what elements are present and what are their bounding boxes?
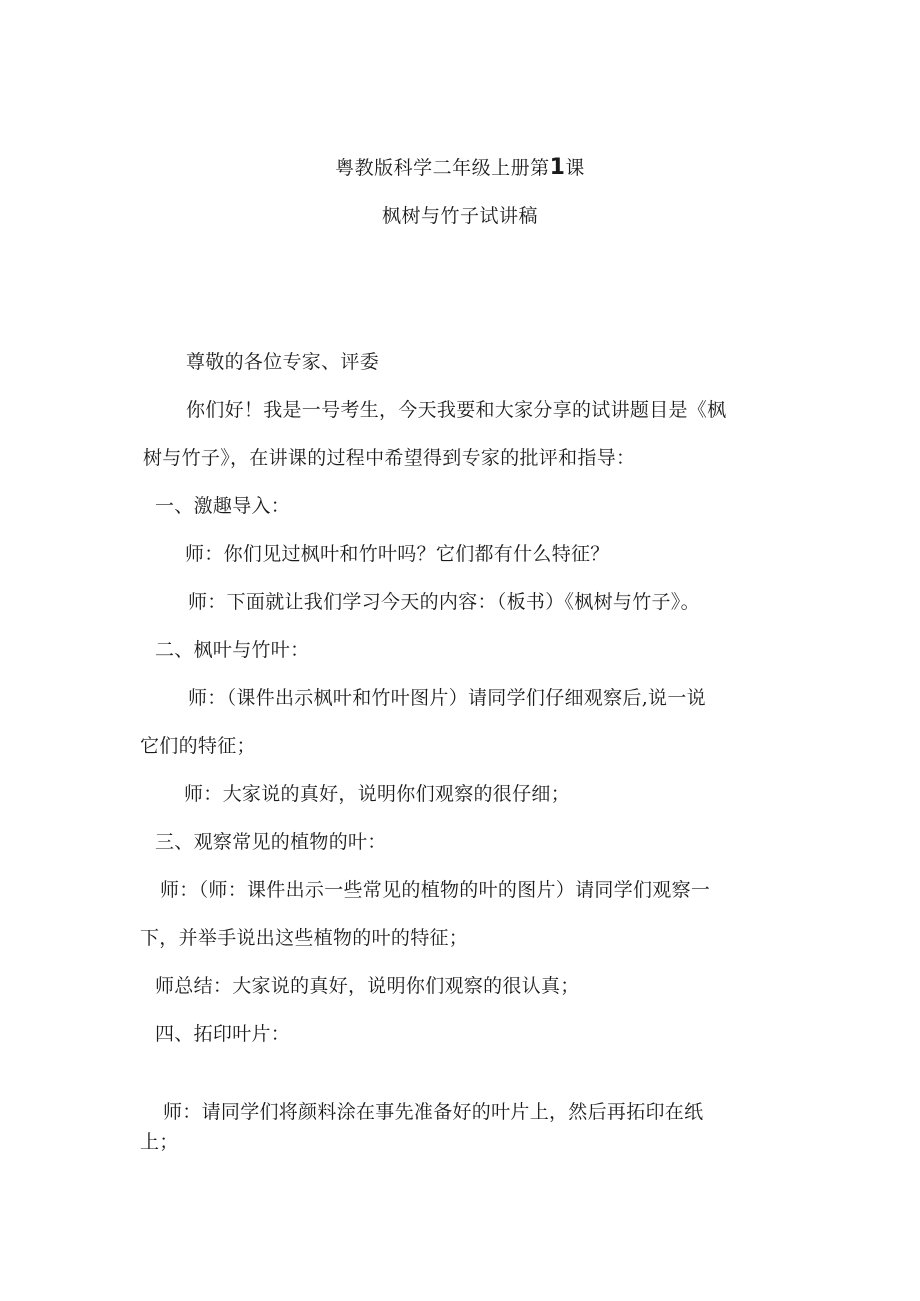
- section-1-paragraph-2: 师：下面就让我们学习今天的内容：（板书）《枫树与竹子》。: [188, 591, 700, 613]
- intro-line-1: 你们好！我是一号考生，今天我要和大家分享的试讲题目是《枫: [186, 399, 727, 421]
- document-title-line2: 枫树与竹子试讲稿: [381, 205, 538, 227]
- section-2-paragraph-2: 师：大家说的真好，说明你们观察的很仔细；: [184, 783, 571, 805]
- lesson-number: 1: [549, 155, 566, 180]
- title-suffix: 课: [565, 157, 585, 179]
- section-2-heading: 二、枫叶与竹叶：: [155, 639, 310, 661]
- section-4-paragraph-1-line-1: 师：请同学们将颜料涂在事先准备好的叶片上，然后再拓印在纸: [163, 1101, 704, 1123]
- section-3-paragraph-2: 师总结：大家说的真好，说明你们观察的很认真；: [155, 975, 580, 997]
- document-title-line1: [0, 156, 920, 180]
- section-1-paragraph-1: 师：你们见过枫叶和竹叶吗？它们都有什么特征？: [185, 543, 610, 565]
- section-3-paragraph-1-line-2: 下，并举手说出这些植物的叶的特征；: [140, 927, 469, 949]
- section-3-heading: 三、观察常见的植物的叶：: [155, 831, 387, 853]
- title-prefix: 粤教版科学二年级上册第: [335, 157, 550, 179]
- section-4-paragraph-1-line-2: 上；: [140, 1131, 179, 1153]
- section-4-heading: 四、拓印叶片：: [155, 1023, 291, 1045]
- greeting: 尊敬的各位专家、评委: [186, 351, 380, 373]
- section-2-paragraph-1-line-2: 它们的特征；: [140, 735, 256, 757]
- section-3-paragraph-1-line-1: 师：（师：课件出示一些常见的植物的叶的图片）请同学们观察一: [160, 879, 711, 901]
- section-2-paragraph-1-line-1: 师：（课件出示枫叶和竹叶图片）请同学们仔细观察后,说一说: [188, 687, 706, 709]
- intro-line-2: 树与竹子》，在讲课的过程中希望得到专家的批评和指导：: [143, 447, 636, 469]
- section-1-heading: 一、激趣导入：: [155, 495, 291, 517]
